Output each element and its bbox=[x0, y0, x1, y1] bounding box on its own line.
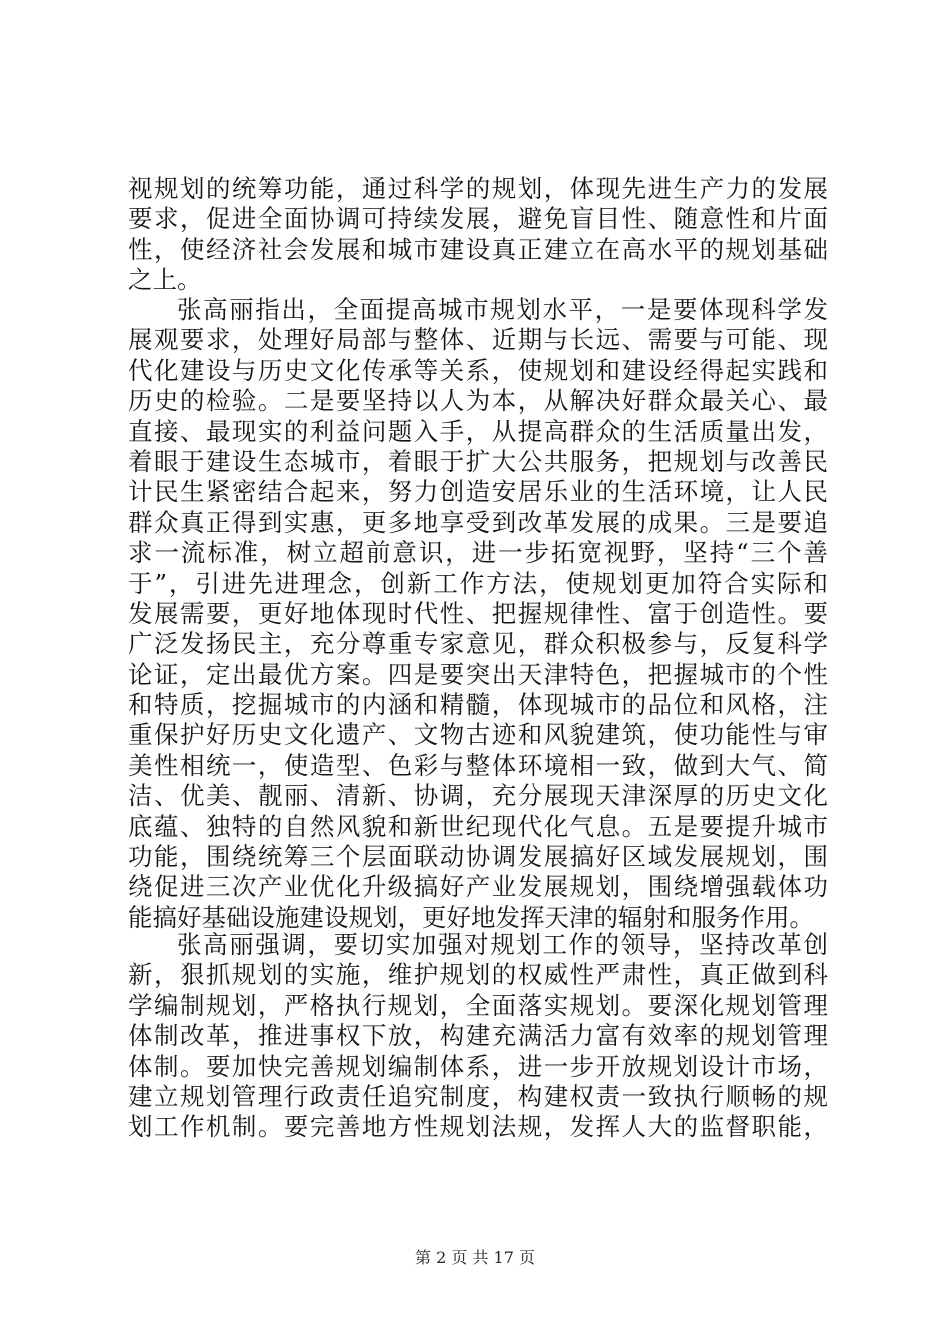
paragraph-line: 体制改革，推进事权下放，构建充满活力富有效率的规划管理 bbox=[128, 1021, 828, 1051]
paragraph-1 bbox=[128, 174, 828, 296]
paragraph-line: 和特质，挖掘城市的内涵和精髓，体现城市的品位和风格，注 bbox=[128, 690, 828, 720]
paragraph-line: 功能，围绕统筹三个层面联动协调发展搞好区域发展规划，围 bbox=[128, 842, 828, 872]
paragraph-line: 直接、最现实的利益问题入手，从提高群众的生活质量出发， bbox=[128, 416, 828, 446]
paragraph-line: 建立规划管理行政责任追究制度，构建权责一致执行顺畅的规 bbox=[128, 1081, 828, 1111]
paragraph-line: 广泛发扬民主，充分尊重专家意见，群众积极参与，反复科学 bbox=[128, 629, 828, 659]
paragraph-line: 新，狠抓规划的实施，维护规划的权威性严肃性，真正做到科 bbox=[128, 960, 828, 990]
paragraph-line: 着眼于建设生态城市，着眼于扩大公共服务，把规划与改善民 bbox=[128, 446, 828, 476]
paragraph-line: 性，使经济社会发展和城市建设真正建立在高水平的规划基础 bbox=[128, 234, 828, 264]
paragraph-line: 绕促进三次产业优化升级搞好产业发展规划，围绕增强载体功 bbox=[128, 872, 828, 902]
paragraph-line: 张高丽指出，全面提高城市规划水平，一是要体现科学发 bbox=[177, 295, 828, 324]
paragraph-line: 之上。 bbox=[128, 265, 202, 295]
paragraph-line: 要求，促进全面协调可持续发展，避免盲目性、随意性和片面 bbox=[128, 204, 828, 234]
paragraph-line: 划工作机制。要完善地方性规划法规，发挥人大的监督职能， bbox=[128, 1112, 828, 1142]
paragraph-2 bbox=[128, 295, 828, 933]
paragraph-line: 能搞好基础设施建设规划，更好地发挥天津的辐射和服务作用。 bbox=[128, 902, 814, 932]
paragraph-line: 体制。要加快完善规划编制体系，进一步开放规划设计市场， bbox=[128, 1051, 828, 1081]
paragraph-3 bbox=[128, 930, 828, 1143]
page-footer bbox=[0, 1245, 950, 1268]
page-number-label: 第 2 页 共 17 页 bbox=[415, 1248, 535, 1267]
paragraph-line: 发展需要，更好地体现时代性、把握规律性、富于创造性。要 bbox=[128, 598, 828, 628]
paragraph-line: 视规划的统筹功能，通过科学的规划，体现先进生产力的发展 bbox=[128, 174, 828, 203]
paragraph-line: 历史的检验。二是要坚持以人为本，从解决好群众最关心、最 bbox=[128, 386, 828, 416]
paragraph-line: 学编制规划，严格执行规划，全面落实规划。要深化规划管理 bbox=[128, 990, 828, 1020]
paragraph-line: 张高丽强调，要切实加强对规划工作的领导，坚持改革创 bbox=[177, 930, 828, 959]
paragraph-line: 洁、优美、靓丽、清新、协调，充分展现天津深厚的历史文化 bbox=[128, 781, 828, 811]
paragraph-line: 计民生紧密结合起来，努力创造安居乐业的生活环境，让人民 bbox=[128, 477, 828, 507]
paragraph-line: 美性相统一，使造型、色彩与整体环境相一致，做到大气、简 bbox=[128, 750, 828, 780]
paragraph-line: 群众真正得到实惠，更多地享受到改革发展的成果。三是要追 bbox=[128, 507, 828, 537]
paragraph-line: 论证，定出最优方案。四是要突出天津特色，把握城市的个性 bbox=[128, 659, 828, 689]
paragraph-line: 于”，引进先进理念，创新工作方法，使规划更加符合实际和 bbox=[128, 568, 828, 598]
paragraph-line: 展观要求，处理好局部与整体、近期与长远、需要与可能、现 bbox=[128, 325, 828, 355]
paragraph-line: 底蕴、独特的自然风貌和新世纪现代化气息。五是要提升城市 bbox=[128, 811, 828, 841]
paragraph-line: 代化建设与历史文化传承等关系，使规划和建设经得起实践和 bbox=[128, 355, 828, 385]
paragraph-line: 重保护好历史文化遗产、文物古迹和风貌建筑，使功能性与审 bbox=[128, 720, 828, 750]
paragraph-line: 求一流标准，树立超前意识，进一步拓宽视野，坚持“三个善 bbox=[128, 538, 828, 568]
